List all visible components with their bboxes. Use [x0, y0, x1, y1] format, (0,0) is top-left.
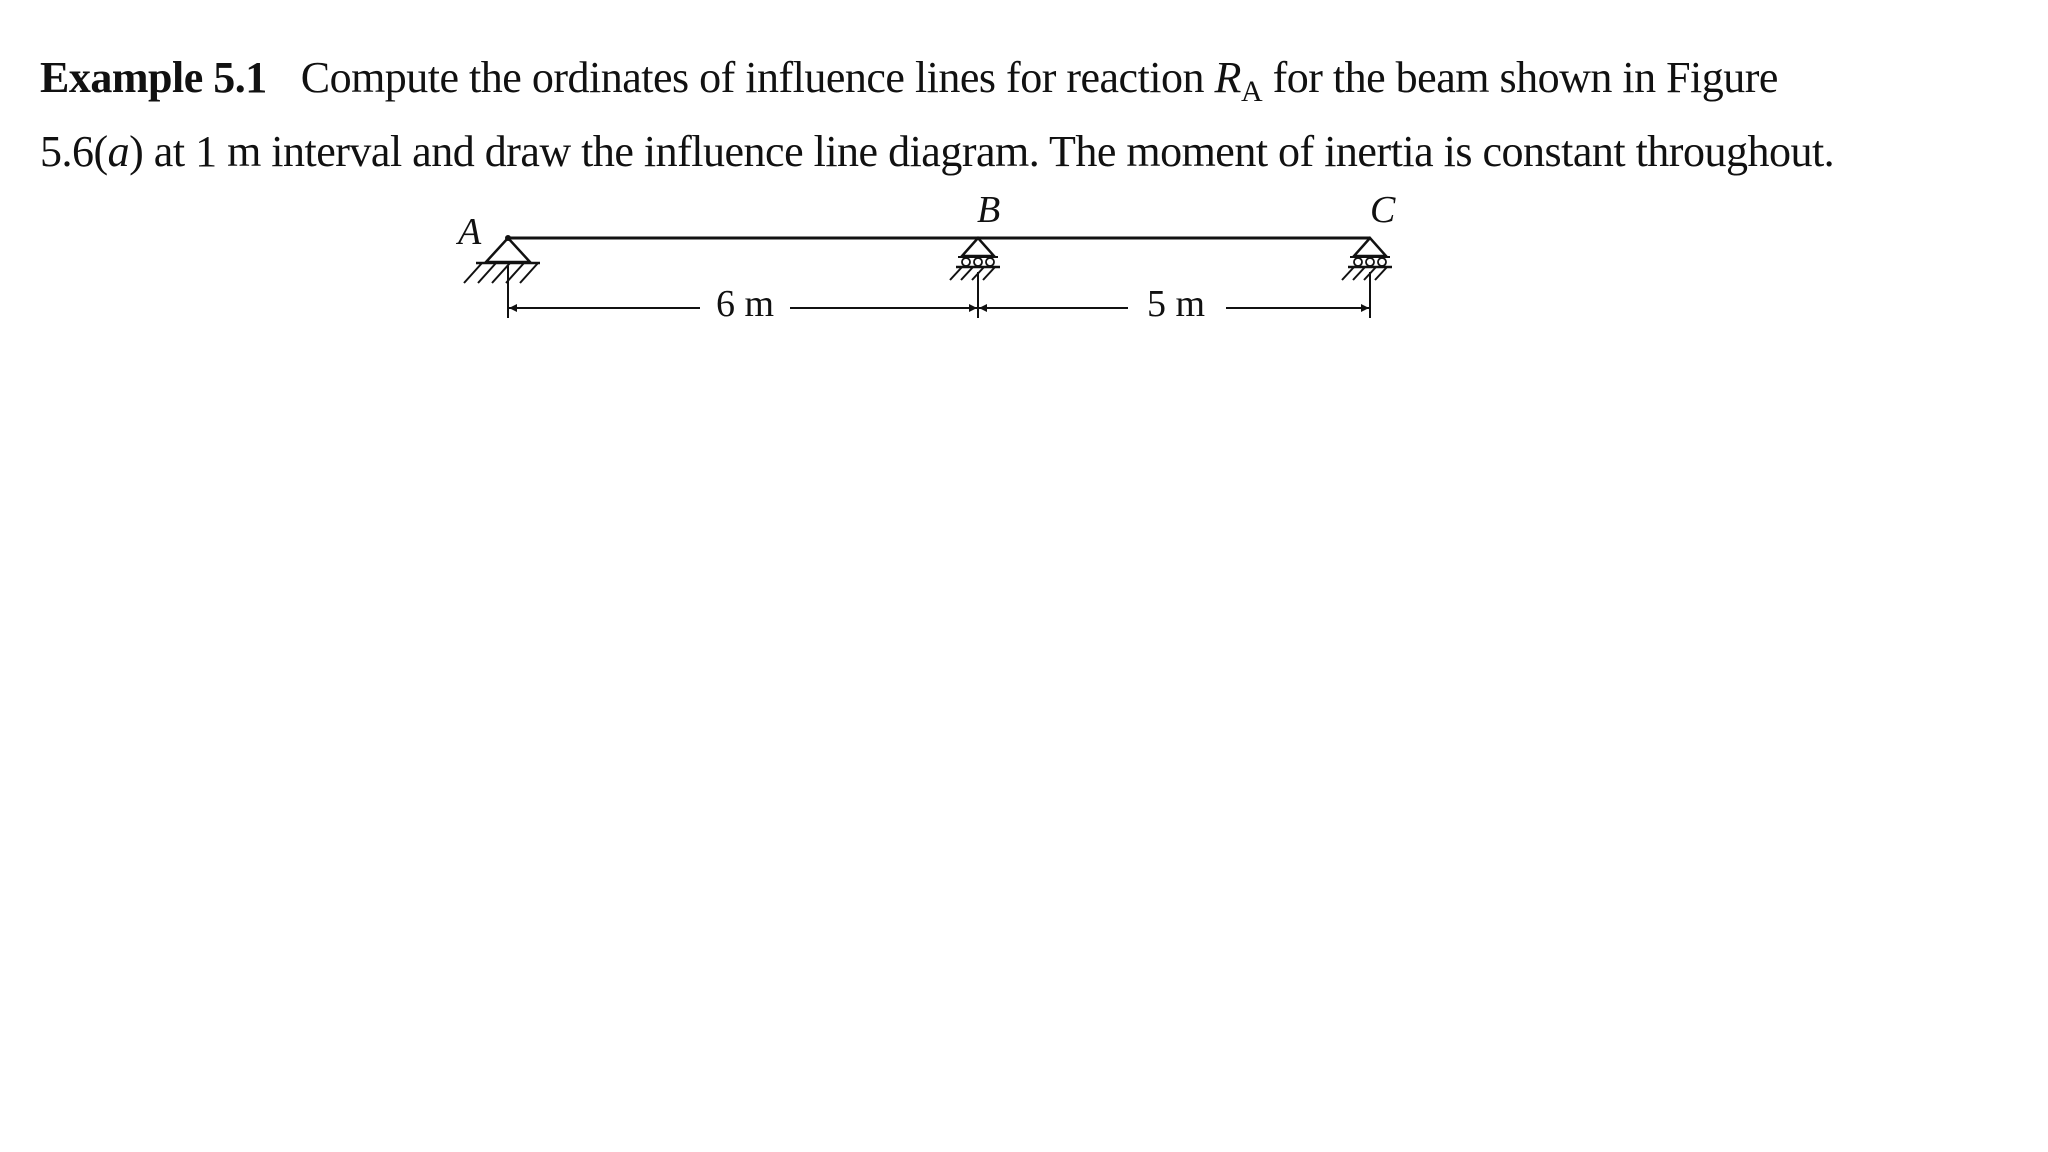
example-label: Example 5.1 [40, 53, 267, 102]
support-label-b: B [977, 189, 1001, 231]
problem-text-1: Compute the ordinates of influence lines for reaction [300, 53, 1215, 102]
problem-text-2-prefix: 5.6( [40, 127, 108, 176]
reaction-symbol: R [1214, 53, 1241, 102]
reaction-subscript: A [1240, 75, 1263, 108]
figure-part-label: a [107, 127, 130, 176]
support-label-a: A [458, 211, 482, 253]
problem-text-2-tail: ) at 1 m interval and draw the influence line diagram. The moment of inertia is constant throughout. [129, 127, 1835, 176]
support-c-roller [1342, 238, 1392, 280]
support-label-c: C [1370, 189, 1396, 231]
span-label-ab: 6 m [715, 283, 775, 325]
problem-text-1-tail: for the beam shown in Figure [1262, 53, 1778, 102]
support-b-roller [950, 238, 1000, 280]
span-label-bc: 5 m [1146, 283, 1206, 325]
